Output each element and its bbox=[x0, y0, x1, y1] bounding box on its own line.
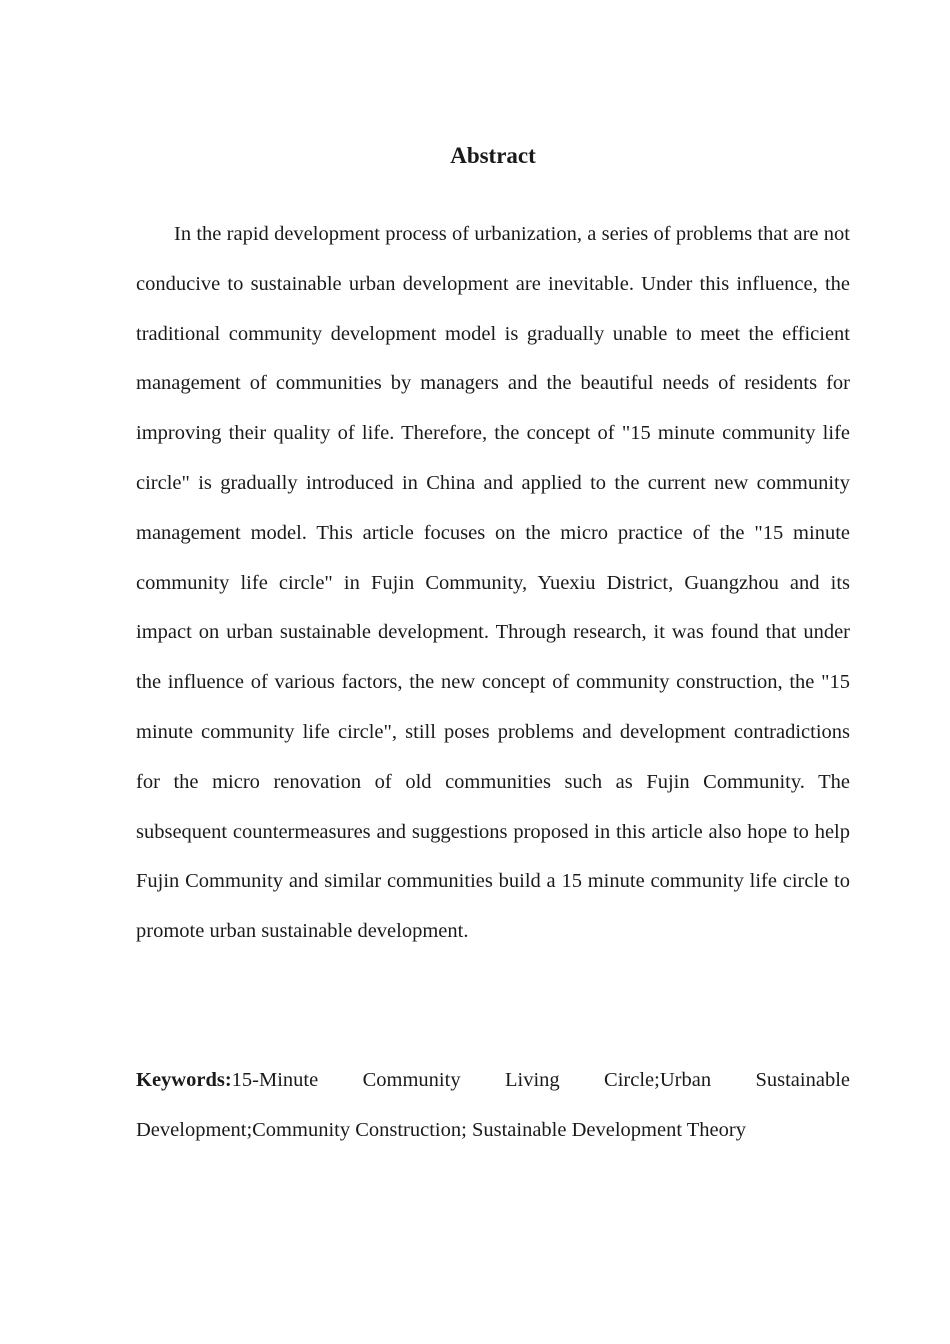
abstract-paragraph: In the rapid development process of urbanization, a series of problems that are not conducive to sustainable urban development are inevitable. Under this influence, the traditional community development model is gradually unable to meet the efficient management of communities by managers and the beautiful needs of residents for improving their quality of life. Therefore, the concept of "15 minute community life circle" is gradually introduced in China and applied to the current new community management model. This article focuses on the micro practice of the "15 minute community life circle" in Fujin Community, Yuexiu District, Guangzhou and its impact on urban sustainable development. Through research, it was found that under the influence of various factors, the new concept of community construction, the "15 minute community life circle", still poses problems and development contradictions for the micro renovation of old communities such as Fujin Community. The subsequent countermeasures and suggestions proposed in this article also hope to help Fujin Community and similar communities build a 15 minute community life circle to promote urban sustainable development. bbox=[136, 223, 850, 943]
keywords-text: 15-Minute Community Living Circle;Urban Sustainable Development;Community Construction; Sustainable Development Theory bbox=[136, 1069, 850, 1141]
keywords-label: Keywords: bbox=[136, 1069, 232, 1091]
keywords-line bbox=[136, 1056, 850, 1156]
abstract-title: Abstract bbox=[450, 143, 536, 168]
